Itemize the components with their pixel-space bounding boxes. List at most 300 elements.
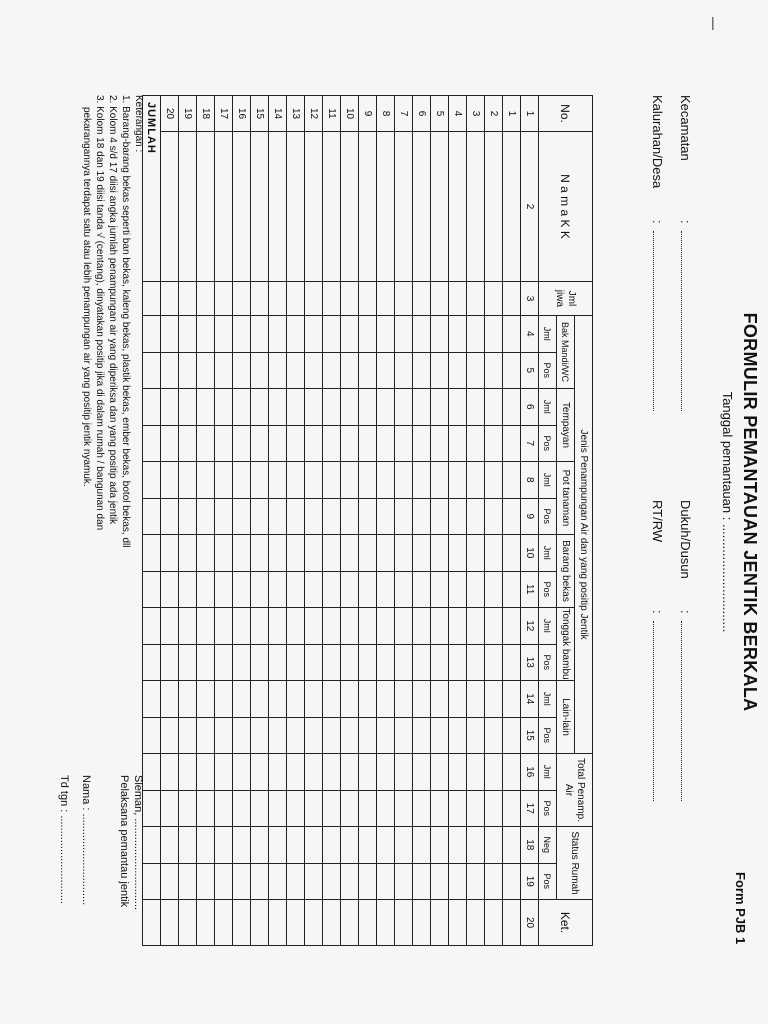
entry-cell[interactable] [215,389,233,426]
entry-cell[interactable] [215,316,233,353]
entry-cell[interactable] [197,827,215,864]
entry-cell[interactable] [485,608,503,645]
entry-cell[interactable] [233,462,251,499]
entry-cell[interactable] [215,754,233,791]
entry-cell[interactable] [431,681,449,718]
entry-cell[interactable] [467,717,485,754]
entry-cell[interactable] [161,282,179,316]
entry-cell[interactable] [269,863,287,900]
entry-cell[interactable] [269,754,287,791]
entry-cell[interactable] [287,389,305,426]
entry-cell[interactable] [197,535,215,572]
entry-cell[interactable] [269,608,287,645]
entry-cell[interactable] [269,790,287,827]
entry-cell[interactable] [323,389,341,426]
entry-cell[interactable] [377,900,395,946]
entry-cell[interactable] [413,462,431,499]
entry-cell[interactable] [395,717,413,754]
entry-cell[interactable] [377,425,395,462]
entry-cell[interactable] [179,389,197,426]
entry-cell[interactable] [503,717,521,754]
entry-cell[interactable] [503,754,521,791]
rtrw-field[interactable]: RT/RW : [650,500,665,542]
entry-cell[interactable] [341,535,359,572]
entry-cell[interactable] [467,827,485,864]
entry-cell[interactable] [413,498,431,535]
entry-cell[interactable] [161,389,179,426]
entry-cell[interactable] [233,754,251,791]
entry-cell[interactable] [323,681,341,718]
entry-cell[interactable] [161,644,179,681]
total-cell[interactable] [143,681,161,718]
entry-cell[interactable] [341,717,359,754]
entry-cell[interactable] [431,863,449,900]
entry-cell[interactable] [197,754,215,791]
entry-cell[interactable] [503,498,521,535]
entry-cell[interactable] [431,316,449,353]
entry-cell[interactable] [197,282,215,316]
entry-cell[interactable] [485,535,503,572]
entry-cell[interactable] [359,754,377,791]
entry-cell[interactable] [305,425,323,462]
entry-cell[interactable] [395,535,413,572]
entry-cell[interactable] [287,352,305,389]
entry-cell[interactable] [287,863,305,900]
entry-cell[interactable] [269,425,287,462]
kecamatan-field[interactable]: Kecamatan : [678,95,693,161]
entry-cell[interactable] [197,425,215,462]
entry-cell[interactable] [359,681,377,718]
entry-cell[interactable] [233,900,251,946]
entry-cell[interactable] [395,900,413,946]
entry-cell[interactable] [431,282,449,316]
total-cell[interactable] [143,790,161,827]
entry-cell[interactable] [215,571,233,608]
entry-cell[interactable] [287,498,305,535]
entry-cell[interactable] [323,863,341,900]
entry-cell[interactable] [323,754,341,791]
entry-cell[interactable] [467,352,485,389]
entry-cell[interactable] [467,535,485,572]
entry-cell[interactable] [161,132,179,282]
entry-cell[interactable] [341,282,359,316]
entry-cell[interactable] [269,827,287,864]
entry-cell[interactable] [179,282,197,316]
entry-cell[interactable] [233,790,251,827]
entry-cell[interactable] [233,389,251,426]
entry-cell[interactable] [395,498,413,535]
entry-cell[interactable] [269,535,287,572]
entry-cell[interactable] [485,282,503,316]
entry-cell[interactable] [251,644,269,681]
entry-cell[interactable] [395,608,413,645]
entry-cell[interactable] [377,498,395,535]
entry-cell[interactable] [485,462,503,499]
entry-cell[interactable] [359,498,377,535]
entry-cell[interactable] [269,498,287,535]
entry-cell[interactable] [467,608,485,645]
entry-cell[interactable] [467,316,485,353]
entry-cell[interactable] [215,681,233,718]
entry-cell[interactable] [377,132,395,282]
total-cell[interactable] [143,644,161,681]
entry-cell[interactable] [431,535,449,572]
entry-cell[interactable] [359,389,377,426]
entry-cell[interactable] [395,754,413,791]
entry-cell[interactable] [179,681,197,718]
entry-cell[interactable] [341,498,359,535]
entry-cell[interactable] [413,316,431,353]
entry-cell[interactable] [449,389,467,426]
entry-cell[interactable] [359,827,377,864]
entry-cell[interactable] [377,608,395,645]
entry-cell[interactable] [251,282,269,316]
entry-cell[interactable] [449,132,467,282]
entry-cell[interactable] [485,717,503,754]
total-cell[interactable] [143,389,161,426]
entry-cell[interactable] [323,900,341,946]
entry-cell[interactable] [377,681,395,718]
entry-cell[interactable] [287,571,305,608]
entry-cell[interactable] [323,535,341,572]
entry-cell[interactable] [269,389,287,426]
entry-cell[interactable] [359,425,377,462]
entry-cell[interactable] [269,717,287,754]
entry-cell[interactable] [431,790,449,827]
entry-cell[interactable] [413,571,431,608]
entry-cell[interactable] [449,608,467,645]
entry-cell[interactable] [323,790,341,827]
entry-cell[interactable] [467,681,485,718]
entry-cell[interactable] [305,352,323,389]
entry-cell[interactable] [233,863,251,900]
total-cell[interactable] [143,425,161,462]
entry-cell[interactable] [179,863,197,900]
entry-cell[interactable] [305,535,323,572]
entry-cell[interactable] [467,790,485,827]
entry-cell[interactable] [323,644,341,681]
entry-cell[interactable] [197,462,215,499]
entry-cell[interactable] [341,132,359,282]
entry-cell[interactable] [215,535,233,572]
entry-cell[interactable] [251,827,269,864]
total-cell[interactable] [143,352,161,389]
entry-cell[interactable] [233,827,251,864]
entry-cell[interactable] [215,282,233,316]
entry-cell[interactable] [449,425,467,462]
entry-cell[interactable] [269,900,287,946]
entry-cell[interactable] [377,316,395,353]
entry-cell[interactable] [341,900,359,946]
entry-cell[interactable] [377,535,395,572]
entry-cell[interactable] [431,717,449,754]
entry-cell[interactable] [215,425,233,462]
entry-cell[interactable] [215,900,233,946]
entry-cell[interactable] [449,754,467,791]
entry-cell[interactable] [431,425,449,462]
entry-cell[interactable] [467,425,485,462]
entry-cell[interactable] [395,316,413,353]
entry-cell[interactable] [485,425,503,462]
entry-cell[interactable] [377,644,395,681]
entry-cell[interactable] [287,900,305,946]
entry-cell[interactable] [485,790,503,827]
entry-cell[interactable] [287,282,305,316]
entry-cell[interactable] [215,644,233,681]
entry-cell[interactable] [305,681,323,718]
entry-cell[interactable] [413,681,431,718]
entry-cell[interactable] [395,352,413,389]
entry-cell[interactable] [179,790,197,827]
entry-cell[interactable] [179,352,197,389]
entry-cell[interactable] [431,132,449,282]
entry-cell[interactable] [251,900,269,946]
entry-cell[interactable] [395,282,413,316]
entry-cell[interactable] [377,389,395,426]
entry-cell[interactable] [161,316,179,353]
entry-cell[interactable] [305,608,323,645]
entry-cell[interactable] [341,754,359,791]
entry-cell[interactable] [395,132,413,282]
entry-cell[interactable] [503,352,521,389]
entry-cell[interactable] [413,644,431,681]
entry-cell[interactable] [323,717,341,754]
entry-cell[interactable] [359,900,377,946]
signature-field[interactable]: Td tgn : ............................. [58,775,70,904]
entry-cell[interactable] [305,863,323,900]
entry-cell[interactable] [485,571,503,608]
entry-cell[interactable] [179,462,197,499]
entry-cell[interactable] [449,352,467,389]
entry-cell[interactable] [161,462,179,499]
total-cell[interactable] [143,863,161,900]
place-date-field[interactable]: Sleman, .............................. [132,775,144,911]
entry-cell[interactable] [269,681,287,718]
entry-cell[interactable] [305,132,323,282]
entry-cell[interactable] [503,316,521,353]
entry-cell[interactable] [395,425,413,462]
entry-cell[interactable] [305,462,323,499]
entry-cell[interactable] [449,282,467,316]
entry-cell[interactable] [503,132,521,282]
entry-cell[interactable] [269,132,287,282]
entry-cell[interactable] [161,571,179,608]
entry-cell[interactable] [485,644,503,681]
entry-cell[interactable] [341,316,359,353]
entry-cell[interactable] [269,571,287,608]
entry-cell[interactable] [179,535,197,572]
entry-cell[interactable] [179,754,197,791]
entry-cell[interactable] [215,790,233,827]
entry-cell[interactable] [287,790,305,827]
entry-cell[interactable] [377,754,395,791]
entry-cell[interactable] [287,754,305,791]
entry-cell[interactable] [431,644,449,681]
entry-cell[interactable] [413,790,431,827]
total-cell[interactable] [143,462,161,499]
entry-cell[interactable] [503,681,521,718]
entry-cell[interactable] [503,863,521,900]
entry-cell[interactable] [197,389,215,426]
entry-cell[interactable] [251,498,269,535]
entry-cell[interactable] [359,790,377,827]
entry-cell[interactable] [341,462,359,499]
entry-cell[interactable] [287,535,305,572]
entry-cell[interactable] [377,282,395,316]
total-cell[interactable] [143,717,161,754]
entry-cell[interactable] [503,282,521,316]
entry-cell[interactable] [503,462,521,499]
entry-cell[interactable] [287,462,305,499]
entry-cell[interactable] [449,498,467,535]
entry-cell[interactable] [359,571,377,608]
total-cell[interactable] [143,827,161,864]
entry-cell[interactable] [485,827,503,864]
entry-cell[interactable] [341,389,359,426]
entry-cell[interactable] [305,717,323,754]
entry-cell[interactable] [251,717,269,754]
entry-cell[interactable] [431,608,449,645]
entry-cell[interactable] [161,681,179,718]
entry-cell[interactable] [305,282,323,316]
entry-cell[interactable] [197,498,215,535]
entry-cell[interactable] [269,644,287,681]
entry-cell[interactable] [161,535,179,572]
entry-cell[interactable] [233,425,251,462]
entry-cell[interactable] [323,316,341,353]
entry-cell[interactable] [179,827,197,864]
entry-cell[interactable] [179,644,197,681]
entry-cell[interactable] [431,352,449,389]
entry-cell[interactable] [305,316,323,353]
entry-cell[interactable] [305,790,323,827]
entry-cell[interactable] [467,863,485,900]
entry-cell[interactable] [449,827,467,864]
entry-cell[interactable] [485,352,503,389]
entry-cell[interactable] [449,681,467,718]
entry-cell[interactable] [161,863,179,900]
entry-cell[interactable] [269,352,287,389]
entry-cell[interactable] [305,571,323,608]
entry-cell[interactable] [359,132,377,282]
entry-cell[interactable] [395,571,413,608]
entry-cell[interactable] [251,790,269,827]
entry-cell[interactable] [431,498,449,535]
entry-cell[interactable] [449,535,467,572]
entry-cell[interactable] [485,754,503,791]
entry-cell[interactable] [431,754,449,791]
entry-cell[interactable] [323,571,341,608]
entry-cell[interactable] [305,900,323,946]
entry-cell[interactable] [395,462,413,499]
entry-cell[interactable] [305,498,323,535]
entry-cell[interactable] [161,717,179,754]
entry-cell[interactable] [431,827,449,864]
entry-cell[interactable] [233,608,251,645]
total-cell[interactable] [143,900,161,946]
entry-cell[interactable] [197,900,215,946]
entry-cell[interactable] [377,863,395,900]
entry-cell[interactable] [197,790,215,827]
entry-cell[interactable] [467,498,485,535]
entry-cell[interactable] [197,571,215,608]
entry-cell[interactable] [179,571,197,608]
entry-cell[interactable] [485,389,503,426]
entry-cell[interactable] [251,132,269,282]
entry-cell[interactable] [323,608,341,645]
entry-cell[interactable] [251,535,269,572]
entry-cell[interactable] [323,498,341,535]
entry-cell[interactable] [413,352,431,389]
entry-cell[interactable] [449,863,467,900]
entry-cell[interactable] [503,571,521,608]
entry-cell[interactable] [395,790,413,827]
entry-cell[interactable] [413,535,431,572]
entry-cell[interactable] [197,681,215,718]
entry-cell[interactable] [305,389,323,426]
entry-cell[interactable] [413,754,431,791]
entry-cell[interactable] [323,352,341,389]
entry-cell[interactable] [503,900,521,946]
entry-cell[interactable] [161,900,179,946]
entry-cell[interactable] [323,425,341,462]
entry-cell[interactable] [233,717,251,754]
entry-cell[interactable] [251,425,269,462]
entry-cell[interactable] [233,535,251,572]
entry-cell[interactable] [215,717,233,754]
entry-cell[interactable] [359,608,377,645]
entry-cell[interactable] [215,827,233,864]
entry-cell[interactable] [251,571,269,608]
entry-cell[interactable] [341,790,359,827]
entry-cell[interactable] [377,790,395,827]
entry-cell[interactable] [449,790,467,827]
total-cell[interactable] [143,498,161,535]
name-field[interactable]: Nama : .............................. [80,775,92,906]
entry-cell[interactable] [413,863,431,900]
entry-cell[interactable] [233,571,251,608]
entry-cell[interactable] [161,790,179,827]
entry-cell[interactable] [269,282,287,316]
entry-cell[interactable] [341,681,359,718]
entry-cell[interactable] [305,827,323,864]
entry-cell[interactable] [287,681,305,718]
entry-cell[interactable] [485,316,503,353]
entry-cell[interactable] [395,863,413,900]
entry-cell[interactable] [359,352,377,389]
entry-cell[interactable] [467,644,485,681]
entry-cell[interactable] [395,681,413,718]
entry-cell[interactable] [359,863,377,900]
entry-cell[interactable] [359,644,377,681]
entry-cell[interactable] [215,462,233,499]
entry-cell[interactable] [377,571,395,608]
entry-cell[interactable] [341,352,359,389]
total-cell[interactable] [143,282,161,316]
entry-cell[interactable] [449,717,467,754]
entry-cell[interactable] [251,316,269,353]
entry-cell[interactable] [485,863,503,900]
entry-cell[interactable] [431,389,449,426]
entry-cell[interactable] [233,352,251,389]
entry-cell[interactable] [179,608,197,645]
entry-cell[interactable] [251,608,269,645]
entry-cell[interactable] [287,608,305,645]
entry-cell[interactable] [359,717,377,754]
entry-cell[interactable] [431,571,449,608]
entry-cell[interactable] [197,863,215,900]
total-cell[interactable] [143,571,161,608]
